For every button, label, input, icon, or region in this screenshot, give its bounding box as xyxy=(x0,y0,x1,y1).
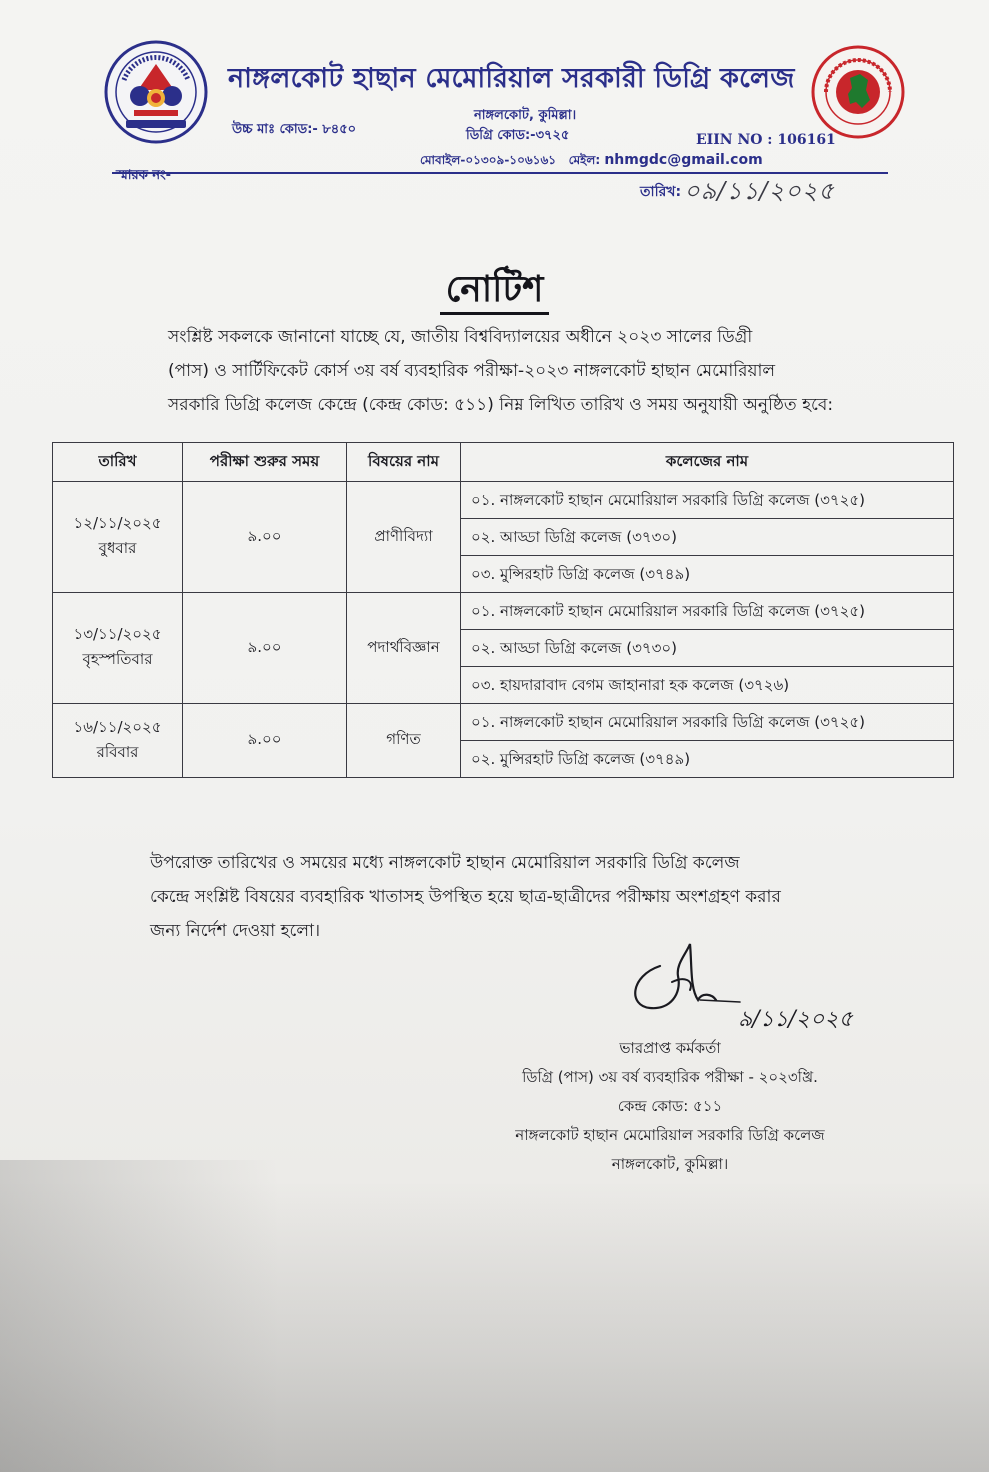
exam-date: ১২/১১/২০২৫ xyxy=(73,514,162,532)
college-cell xyxy=(461,593,954,704)
mobile-number: মোবাইল-০১৩০৯-১০৬১৬১ xyxy=(420,153,557,167)
email-address: nhmgdc@gmail.com xyxy=(604,152,763,168)
signatory-line: কেন্দ্র কোড: ৫১১ xyxy=(617,1097,723,1115)
college-address: নাঙ্গলকোট, কুমিল্লা। xyxy=(474,108,577,123)
date-label: তারিখ: xyxy=(640,184,682,200)
date-cell xyxy=(53,704,183,778)
table-row xyxy=(53,482,954,593)
signature-date: ৯/১১/২০২৫ xyxy=(738,1007,853,1032)
exam-day: বুধবার xyxy=(98,539,137,557)
signatory-line: ডিগ্রি (পাস) ৩য় বর্ষ ব্যবহারিক পরীক্ষা - ২০২৩খ্রি. xyxy=(522,1068,818,1086)
subject-cell: প্রাণীবিদ্যা xyxy=(347,482,461,593)
closing-line: জন্য নির্দেশ দেওয়া হলো। xyxy=(150,921,321,941)
exam-date: ১৬/১১/২০২৫ xyxy=(73,717,162,736)
list-item: ০২. মুন্সিরহাট ডিগ্রি কলেজ (৩৭৪৯) xyxy=(471,750,691,768)
hsc-code: উচ্চ মাঃ কোড:- ৮৪৫০ xyxy=(232,122,357,137)
signature-icon xyxy=(620,936,880,1046)
signatory-line: নাঙ্গলকোট হাছান মেমোরিয়াল সরকারি ডিগ্রি কলেজ xyxy=(515,1126,825,1144)
column-header-time: পরীক্ষা শুরুর সময় xyxy=(183,443,347,482)
closing-line: কেন্দ্রে সংশ্লিষ্ট বিষয়ের ব্যবহারিক খাতাসহ উপস্থিত হয়ে ছাত্র-ছাত্রীদের পরীক্ষায় অংশগ্রহণ করার xyxy=(150,887,781,907)
date-cell xyxy=(53,593,183,704)
column-header-college: কলেজের নাম xyxy=(461,443,954,482)
college-emblem-icon xyxy=(104,40,208,144)
subject-cell: পদার্থবিজ্ঞান xyxy=(347,593,461,704)
list-item: ০১. নাঙ্গলকোট হাছান মেমোরিয়াল সরকারি ডিগ্রি কলেজ (৩৭২৫) xyxy=(461,704,953,741)
college-cell xyxy=(461,482,954,593)
eiin-number: EIIN NO : 106161 xyxy=(696,132,836,148)
list-item: ০২. আড্ডা ডিগ্রি কলেজ (৩৭৩০) xyxy=(461,630,953,667)
memo-number-label: স্মারক নং- xyxy=(116,168,172,183)
column-header-subject: বিষয়ের নাম xyxy=(347,443,461,482)
photo-shadow-left xyxy=(0,1160,280,1472)
table-row xyxy=(53,704,954,778)
table-row xyxy=(53,593,954,704)
exam-day: বৃহস্পতিবার xyxy=(82,650,153,668)
time-cell: ৯.০০ xyxy=(183,593,347,704)
signatory-line: ভারপ্রাপ্ত কর্মকর্তা xyxy=(619,1039,721,1057)
college-cell xyxy=(461,704,954,778)
list-item: ০১. নাঙ্গলকোট হাছান মেমোরিয়াল সরকারি ডিগ্রি কলেজ (৩৭২৫) xyxy=(461,482,953,519)
signatory-block xyxy=(480,1034,860,1179)
government-seal-icon xyxy=(810,44,906,140)
photo-shadow xyxy=(0,1180,989,1472)
list-item: ০১. নাঙ্গলকোট হাছান মেমোরিয়াল সরকারি ডিগ্রি কলেজ (৩৭২৫) xyxy=(461,593,953,630)
time-cell: ৯.০০ xyxy=(183,482,347,593)
signatory-line: নাঙ্গলকোট, কুমিল্লা। xyxy=(611,1155,729,1173)
notice-title-text: নোটিশ xyxy=(440,269,550,315)
intro-line: সংশ্লিষ্ট সকলকে জানানো যাচ্ছে যে, জাতীয় বিশ্ববিদ্যালয়ের অধীনে ২০২৩ সালের ডিগ্রী xyxy=(168,327,753,347)
list-item: ০৩. মুন্সিরহাট ডিগ্রি কলেজ (৩৭৪৯) xyxy=(471,565,691,583)
table-header-row xyxy=(53,443,954,482)
exam-schedule-table xyxy=(52,442,954,778)
contact-line xyxy=(420,152,763,172)
college-name-heading: নাঙ্গলকোট হাছান মেমোরিয়াল সরকারী ডিগ্রি কলেজ xyxy=(228,63,795,94)
intro-line: (পাস) ও সার্টিফিকেট কোর্স ৩য় বর্ষ ব্যবহারিক পরীক্ষা-২০২৩ নাঙ্গলকোট হাছান মেমোরিয়াল xyxy=(168,361,776,381)
list-item: ০২. আড্ডা ডিগ্রি কলেজ (৩৭৩০) xyxy=(461,519,953,556)
exam-day: রবিবার xyxy=(96,742,139,761)
intro-line: সরকারি ডিগ্রি কলেজ কেন্দ্রে (কেন্দ্র কোড: ৫১১) নিম্ন লিখিত তারিখ ও সময় অনুযায়ী অনুষ্ঠিত হবে: xyxy=(168,395,834,415)
list-item: ০৩. হায়দারাবাদ বেগম জাহানারা হক কলেজ (৩৭২৬) xyxy=(471,676,790,694)
exam-date: ১৩/১১/২০২৫ xyxy=(73,625,162,643)
degree-code: ডিগ্রি কোড:-৩৭২৫ xyxy=(466,128,570,143)
handwritten-date: ০৯/১১/২০২৫ xyxy=(684,177,835,205)
notice-title xyxy=(0,262,989,322)
date-cell xyxy=(53,482,183,593)
closing-line: উপরোক্ত তারিখের ও সময়ের মধ্যে নাঙ্গলকোট হাছান মেমোরিয়াল সরকারি ডিগ্রি কলেজ xyxy=(150,853,740,873)
notice-intro xyxy=(108,320,896,422)
time-cell: ৯.০০ xyxy=(183,704,347,778)
email-label: মেইল: xyxy=(568,153,601,167)
notice-closing xyxy=(84,846,914,948)
subject-cell: গণিত xyxy=(347,704,461,778)
column-header-date: তারিখ xyxy=(53,443,183,482)
